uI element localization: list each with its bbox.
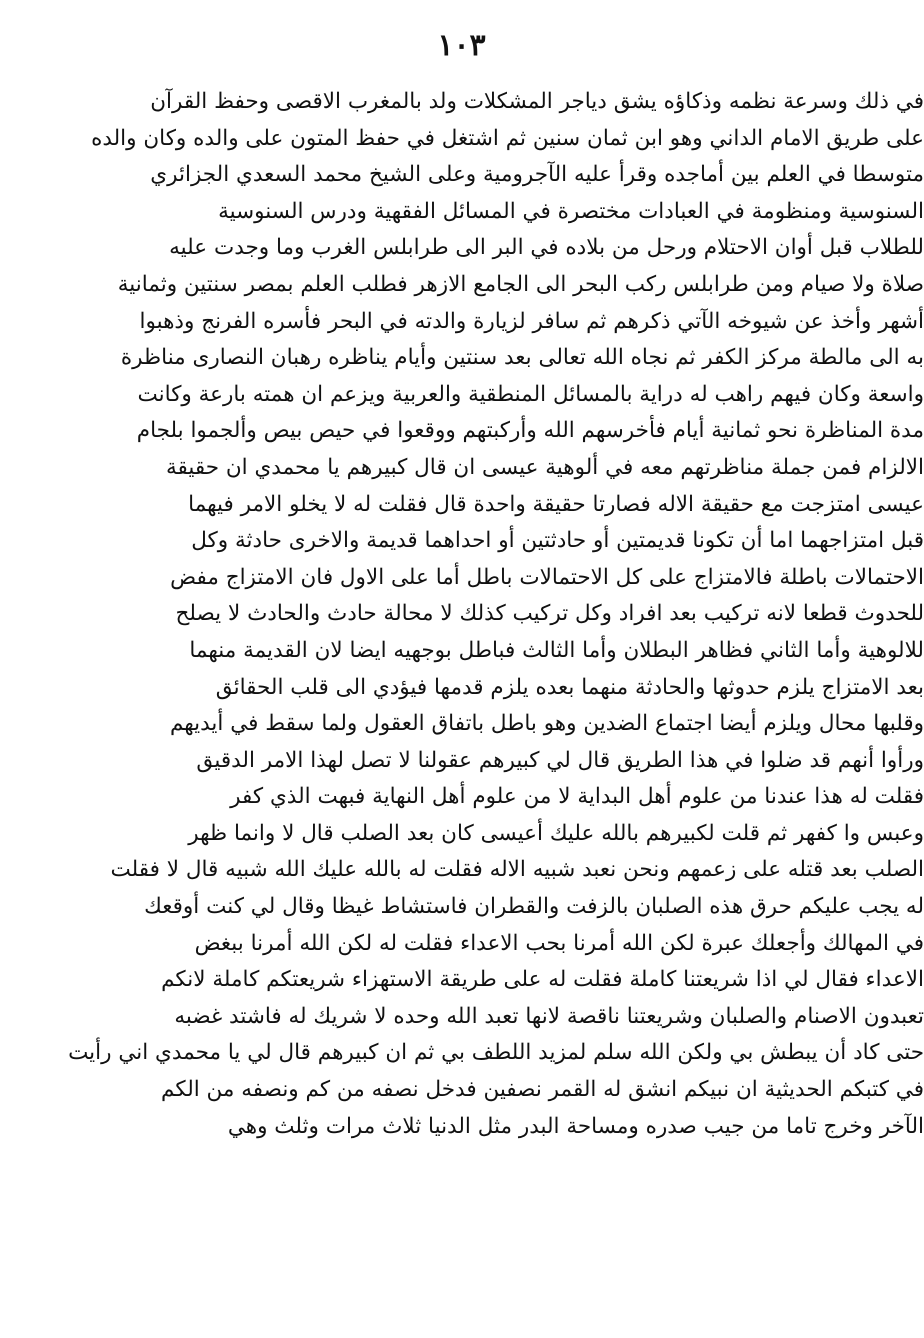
text-line: متوسطا في العلم بين أماجده وقرأ عليه الآجرومية وعلى الشيخ محمد السعدي الجزائري (150, 162, 924, 188)
text-line: به الى مالطة مركز الكفر ثم نجاه الله تعالى بعد سنتين وأيام يناظره رهبان النصارى مناظرة (120, 345, 924, 371)
text-line: عيسى امتزجت مع حقيقة الاله فصارتا حقيقة واحدة قال فقلت له لا يخلو الامر فيهما (188, 491, 924, 517)
text-line: السنوسية ومنظومة في العبادات مختصرة في المسائل الفقهية ودرس السنوسية (218, 198, 924, 224)
text-line: صلاة ولا صيام ومن طرابلس ركب البحر الى الجامع الازهر فطلب العلم بمصر سنتين وثمانية (117, 271, 924, 297)
page-number: ١٠٣ (437, 28, 486, 63)
text-line: الآخر وخرج تاما من جيب صدره ومساحة البدر مثل الدنيا ثلاث مرات وثلث وهي (227, 1113, 924, 1139)
text-line: الالزام فمن جملة مناظرتهم معه في ألوهية عيسى ان قال كبيرهم يا محمدي ان حقيقة (165, 454, 924, 480)
text-line: للالوهية وأما الثاني فظاهر البطلان وأما الثالث فباطل بوجهيه ايضا لان القديمة منهما (189, 637, 924, 663)
text-line: الاعداء فقال لي اذا شريعتنا كاملة فقلت له على طريقة الاستهزاء شريعتكم كاملة لانكم (161, 967, 924, 993)
text-line: له يجب عليكم حرق هذه الصلبان بالزفت والقطران فاستشاط غيظا وقال لي كنت أوقعك (144, 894, 924, 920)
text-line: الاحتمالات باطلة فالامتزاج على كل الاحتمالات باطل أما على الاول فان الامتزاج مفض (170, 564, 924, 590)
text-line: حتى كاد أن يبطش بي ولكن الله سلم لمزيد اللطف بي ثم ان كبيرهم قال لي يا محمدي اني رأيت (68, 1040, 924, 1066)
text-line: وقلبها محال ويلزم أيضا اجتماع الضدين وهو باطل باتفاق العقول ولما سقط في أيديهم (169, 711, 924, 737)
text-line: بعد الامتزاج يلزم حدوثها والحادثة منهما بعده يلزم قدمها فيؤدي الى قلب الحقائق (215, 674, 924, 700)
text-line: ورأوا أنهم قد ضلوا في هذا الطريق قال لي كبيرهم عقولنا لا تصل لهذا الامر الدقيق (196, 747, 924, 773)
text-line: على طريق الامام الداني وهو ابن ثمان سنين ثم اشتغل في حفظ المتون على والده وكان والده (91, 125, 924, 151)
text-line: أشهر وأخذ عن شيوخه الآتي ذكرهم ثم سافر لزيارة والدته في البحر فأسره الفرنج وذهبوا (139, 308, 924, 334)
text-line: للطلاب قبل أوان الاحتلام ورحل من بلاده في البر الى طرابلس الغرب وما وجدت عليه (169, 235, 924, 261)
text-line: قبل امتزاجهما اما أن تكونا قديمتين أو حادثتين أو احداهما قديمة والاخرى حادثة وكل (191, 528, 924, 554)
text-line: تعبدون الاصنام والصلبان وشريعتنا ناقصة لانها تعبد الله وحده لا شريك له فاشتد غضبه (174, 1003, 924, 1029)
body-text (68, 84, 924, 1145)
text-line: للحدوث قطعا لانه تركيب بعد افراد وكل تركيب كذلك لا محالة حادث والحادث لا يصلح (175, 601, 924, 627)
text-line: وعبس وا كفهر ثم قلت لكبيرهم بالله عليك أعيسى كان بعد الصلب قال لا وانما ظهر (188, 820, 924, 846)
text-line: في المهالك وأجعلك عبرة لكن الله أمرنا بحب الاعداء فقلت له لكن الله أمرنا ببغض (194, 930, 924, 956)
text-line: مدة المناظرة نحو ثمانية أيام فأخرسهم الله وأركبتهم ووقعوا في حيص بيص وألجموا بلجام (136, 418, 924, 444)
text-line: في كتبكم الحديثية ان نبيكم انشق له القمر نصفين فدخل نصفه من كم ونصفه من الكم (161, 1077, 924, 1103)
text-line: فقلت له هذا عندنا من علوم أهل البداية لا من علوم أهل النهاية فبهت الذي كفر (230, 784, 924, 810)
text-line: واسعة وكان فيهم راهب له دراية بالمسائل المنطقية والعربية ويزعم ان همته بارعة وكانت (137, 381, 924, 407)
text-line: في ذلك وسرعة نظمه وذكاؤه يشق دياجر المشكلات ولد بالمغرب الاقصى وحفظ القرآن (150, 89, 924, 114)
text-line: الصلب بعد قتله على زعمهم ونحن نعبد شبيه الاله فقلت له بالله عليك الله شبيه قال لا فقلت (110, 857, 924, 883)
